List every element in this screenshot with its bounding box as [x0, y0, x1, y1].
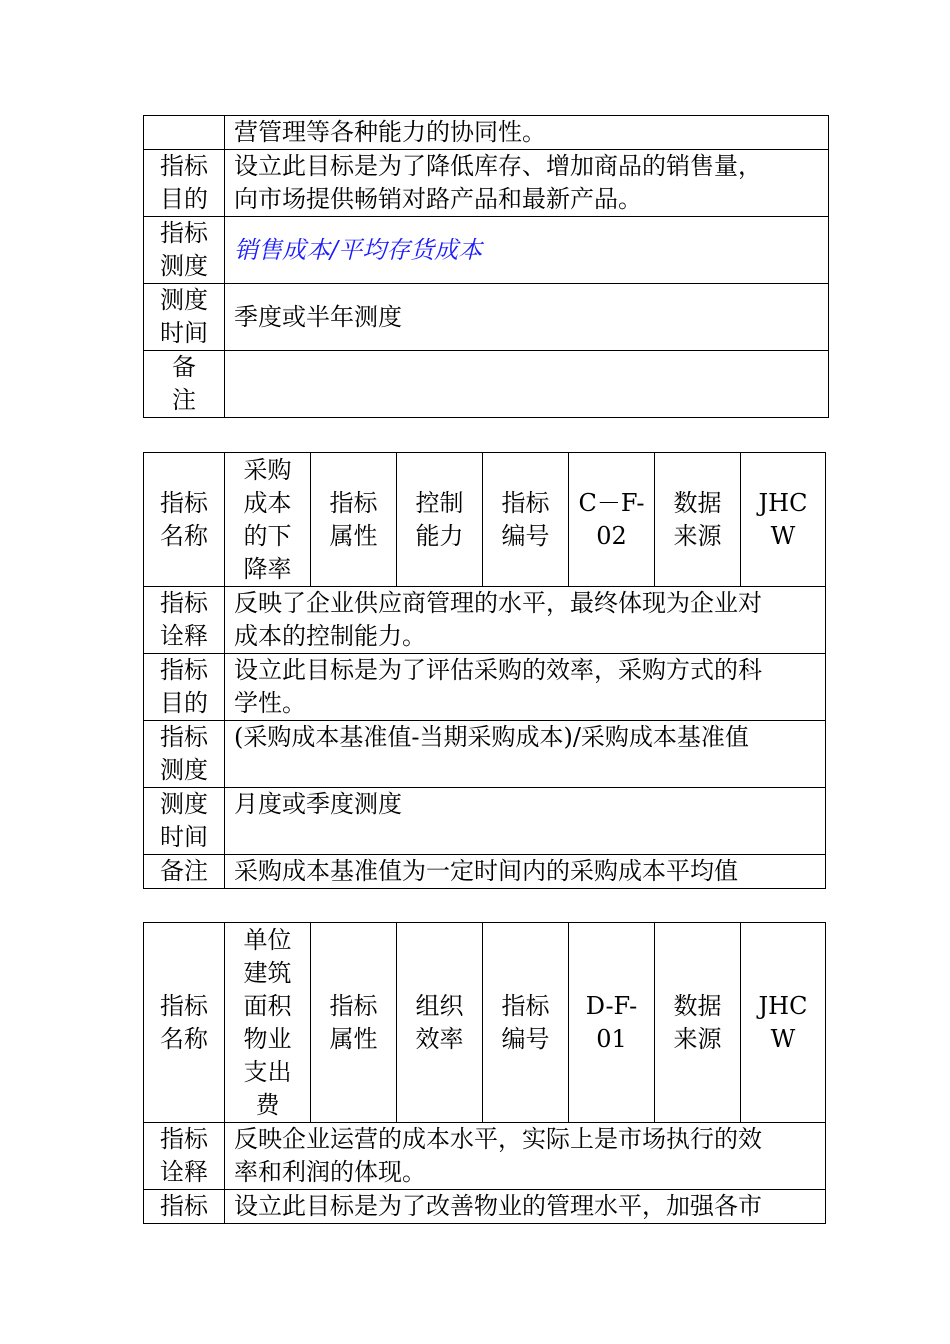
name-value: 单位 建筑 面积 物业 支出 费	[225, 923, 311, 1123]
purpose-text: 设立此目标是为了评估采购的效率，采购方式的科 学性。	[225, 654, 826, 721]
explain-text: 反映企业运营的成本水平，实际上是市场执行的效 率和利润的体现。	[225, 1123, 826, 1190]
purpose-text: 设立此目标是为了降低库存、增加商品的销售量， 向市场提供畅销对路产品和最新产品。	[225, 150, 829, 217]
label-explain: 指标 诠释	[144, 587, 225, 654]
label-attribute: 指标 属性	[311, 453, 397, 587]
label-name: 指标 名称	[144, 923, 225, 1123]
explain-text: 反映了企业供应商管理的水平，最终体现为企业对 成本的控制能力。	[225, 587, 826, 654]
attribute-value: 组织 效率	[397, 923, 483, 1123]
indicator-table-1	[143, 115, 829, 418]
label-time: 测度 时间	[144, 284, 225, 351]
row-label	[144, 116, 225, 150]
label-code: 指标 编号	[483, 453, 569, 587]
source-value: JHC W	[741, 453, 826, 587]
name-value: 采购 成本 的下 降率	[225, 453, 311, 587]
remark-text	[225, 351, 829, 418]
label-remark: 备注	[144, 855, 225, 889]
purpose-text: 设立此目标是为了改善物业的管理水平，加强各市	[225, 1190, 826, 1224]
label-measure: 指标 测度	[144, 721, 225, 788]
label-purpose: 指标 目的	[144, 150, 225, 217]
label-code: 指标 编号	[483, 923, 569, 1123]
source-value: JHC W	[741, 923, 826, 1123]
code-value: C－F- 02	[569, 453, 655, 587]
remark-text: 采购成本基准值为一定时间内的采购成本平均值	[225, 855, 826, 889]
measure-formula: (采购成本基准值-当期采购成本)/采购成本基准值	[225, 721, 826, 788]
label-measure: 指标 测度	[144, 217, 225, 284]
continued-text: 营管理等各种能力的协同性。	[225, 116, 829, 150]
label-name: 指标 名称	[144, 453, 225, 587]
label-purpose: 指标	[144, 1190, 225, 1224]
label-attribute: 指标 属性	[311, 923, 397, 1123]
label-source: 数据 来源	[655, 453, 741, 587]
label-remark: 备 注	[144, 351, 225, 418]
indicator-table-2	[143, 452, 826, 889]
time-text: 季度或半年测度	[225, 284, 829, 351]
measure-formula: 销售成本/平均存货成本	[225, 217, 829, 284]
label-time: 测度 时间	[144, 788, 225, 855]
attribute-value: 控制 能力	[397, 453, 483, 587]
label-source: 数据 来源	[655, 923, 741, 1123]
time-text: 月度或季度测度	[225, 788, 826, 855]
label-explain: 指标 诠释	[144, 1123, 225, 1190]
code-value: D-F- 01	[569, 923, 655, 1123]
label-purpose: 指标 目的	[144, 654, 225, 721]
indicator-table-3	[143, 922, 826, 1224]
